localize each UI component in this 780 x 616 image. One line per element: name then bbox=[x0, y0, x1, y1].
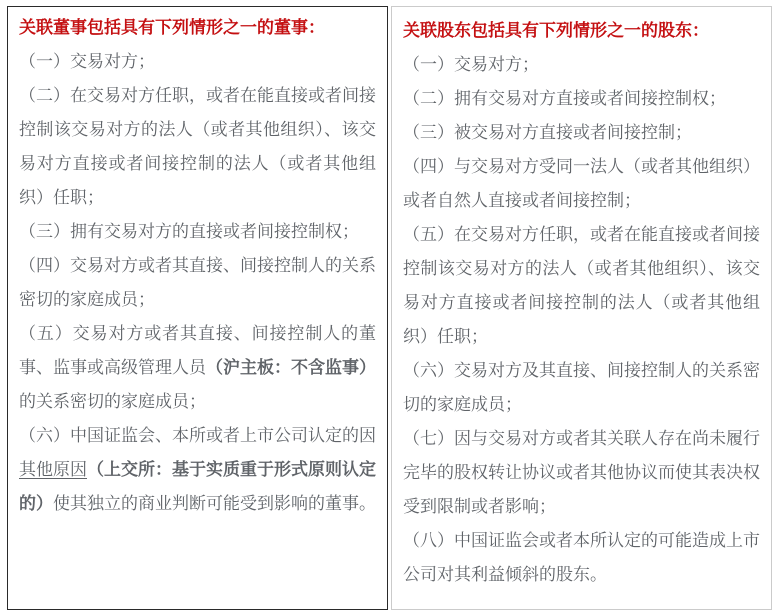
related-directors-title: 关联董事包括具有下列情形之一的董事： bbox=[19, 18, 325, 37]
related-shareholders-panel bbox=[391, 6, 772, 610]
related-directors-items bbox=[19, 45, 376, 521]
list-item bbox=[403, 150, 760, 218]
text-run: （一）交易对方； bbox=[403, 55, 539, 74]
text-run: （七）因与交易对方或者其关联人存在尚未履行完毕的股权转让协议或者其他协议而使其表决权受到限制或者影响； bbox=[403, 429, 760, 516]
list-item bbox=[403, 48, 760, 82]
text-run: （六）中国证监会、本所或者上市公司认定的因 bbox=[19, 426, 376, 445]
list-item bbox=[19, 215, 376, 249]
list-item bbox=[403, 82, 760, 116]
list-item bbox=[403, 422, 760, 524]
text-run: （五）交易对方或者其直接、间接控制人的董事、监事或高级管理人员 bbox=[19, 324, 376, 377]
list-item bbox=[19, 419, 376, 521]
text-run: （八）中国证监会或者本所认定的可能造成上市公司对其利益倾斜的股东。 bbox=[403, 531, 760, 584]
text-run: （四）与交易对方受同一法人（或者其他组织）或者自然人直接或者间接控制； bbox=[403, 157, 760, 210]
text-run: 其他原因 bbox=[19, 460, 87, 479]
list-item bbox=[403, 524, 760, 592]
list-item bbox=[19, 45, 376, 79]
related-shareholders-items bbox=[403, 48, 760, 592]
text-run: （三）拥有交易对方的直接或者间接控制权； bbox=[19, 222, 359, 241]
text-run: （二）拥有交易对方直接或者间接控制权； bbox=[403, 89, 726, 108]
list-item bbox=[19, 249, 376, 317]
text-run: （三）被交易对方直接或者间接控制； bbox=[403, 123, 692, 142]
list-item bbox=[19, 79, 376, 215]
text-run: （四）交易对方或者其直接、间接控制人的关系密切的家庭成员； bbox=[19, 256, 376, 309]
list-item bbox=[403, 354, 760, 422]
list-item bbox=[403, 218, 760, 354]
list-item bbox=[403, 116, 760, 150]
text-run: （五）在交易对方任职，或者在能直接或者间接控制该交易对方的法人（或者其他组织）、该交易对方直接或者间接控制的法人（或者其他组织）任职； bbox=[403, 225, 760, 346]
related-shareholders-title: 关联股东包括具有下列情形之一的股东： bbox=[403, 21, 709, 40]
list-item bbox=[19, 317, 376, 419]
text-run: （二）在交易对方任职，或者在能直接或者间接控制该交易对方的法人（或者其他组织）、该交易对方直接或者间接控制的法人（或者其他组织）任职； bbox=[19, 86, 376, 207]
text-run: （沪主板：不含监事） bbox=[206, 358, 376, 377]
text-run: 使其独立的商业判断可能受到影响的董事。 bbox=[53, 494, 376, 513]
text-run: （上交所：基于实质重于形式原则认定的） bbox=[19, 460, 376, 513]
text-run: （六）交易对方及其直接、间接控制人的关系密切的家庭成员； bbox=[403, 361, 760, 414]
text-run: （一）交易对方； bbox=[19, 52, 155, 71]
text-run: 的关系密切的家庭成员； bbox=[19, 392, 206, 411]
related-directors-panel bbox=[7, 6, 388, 610]
